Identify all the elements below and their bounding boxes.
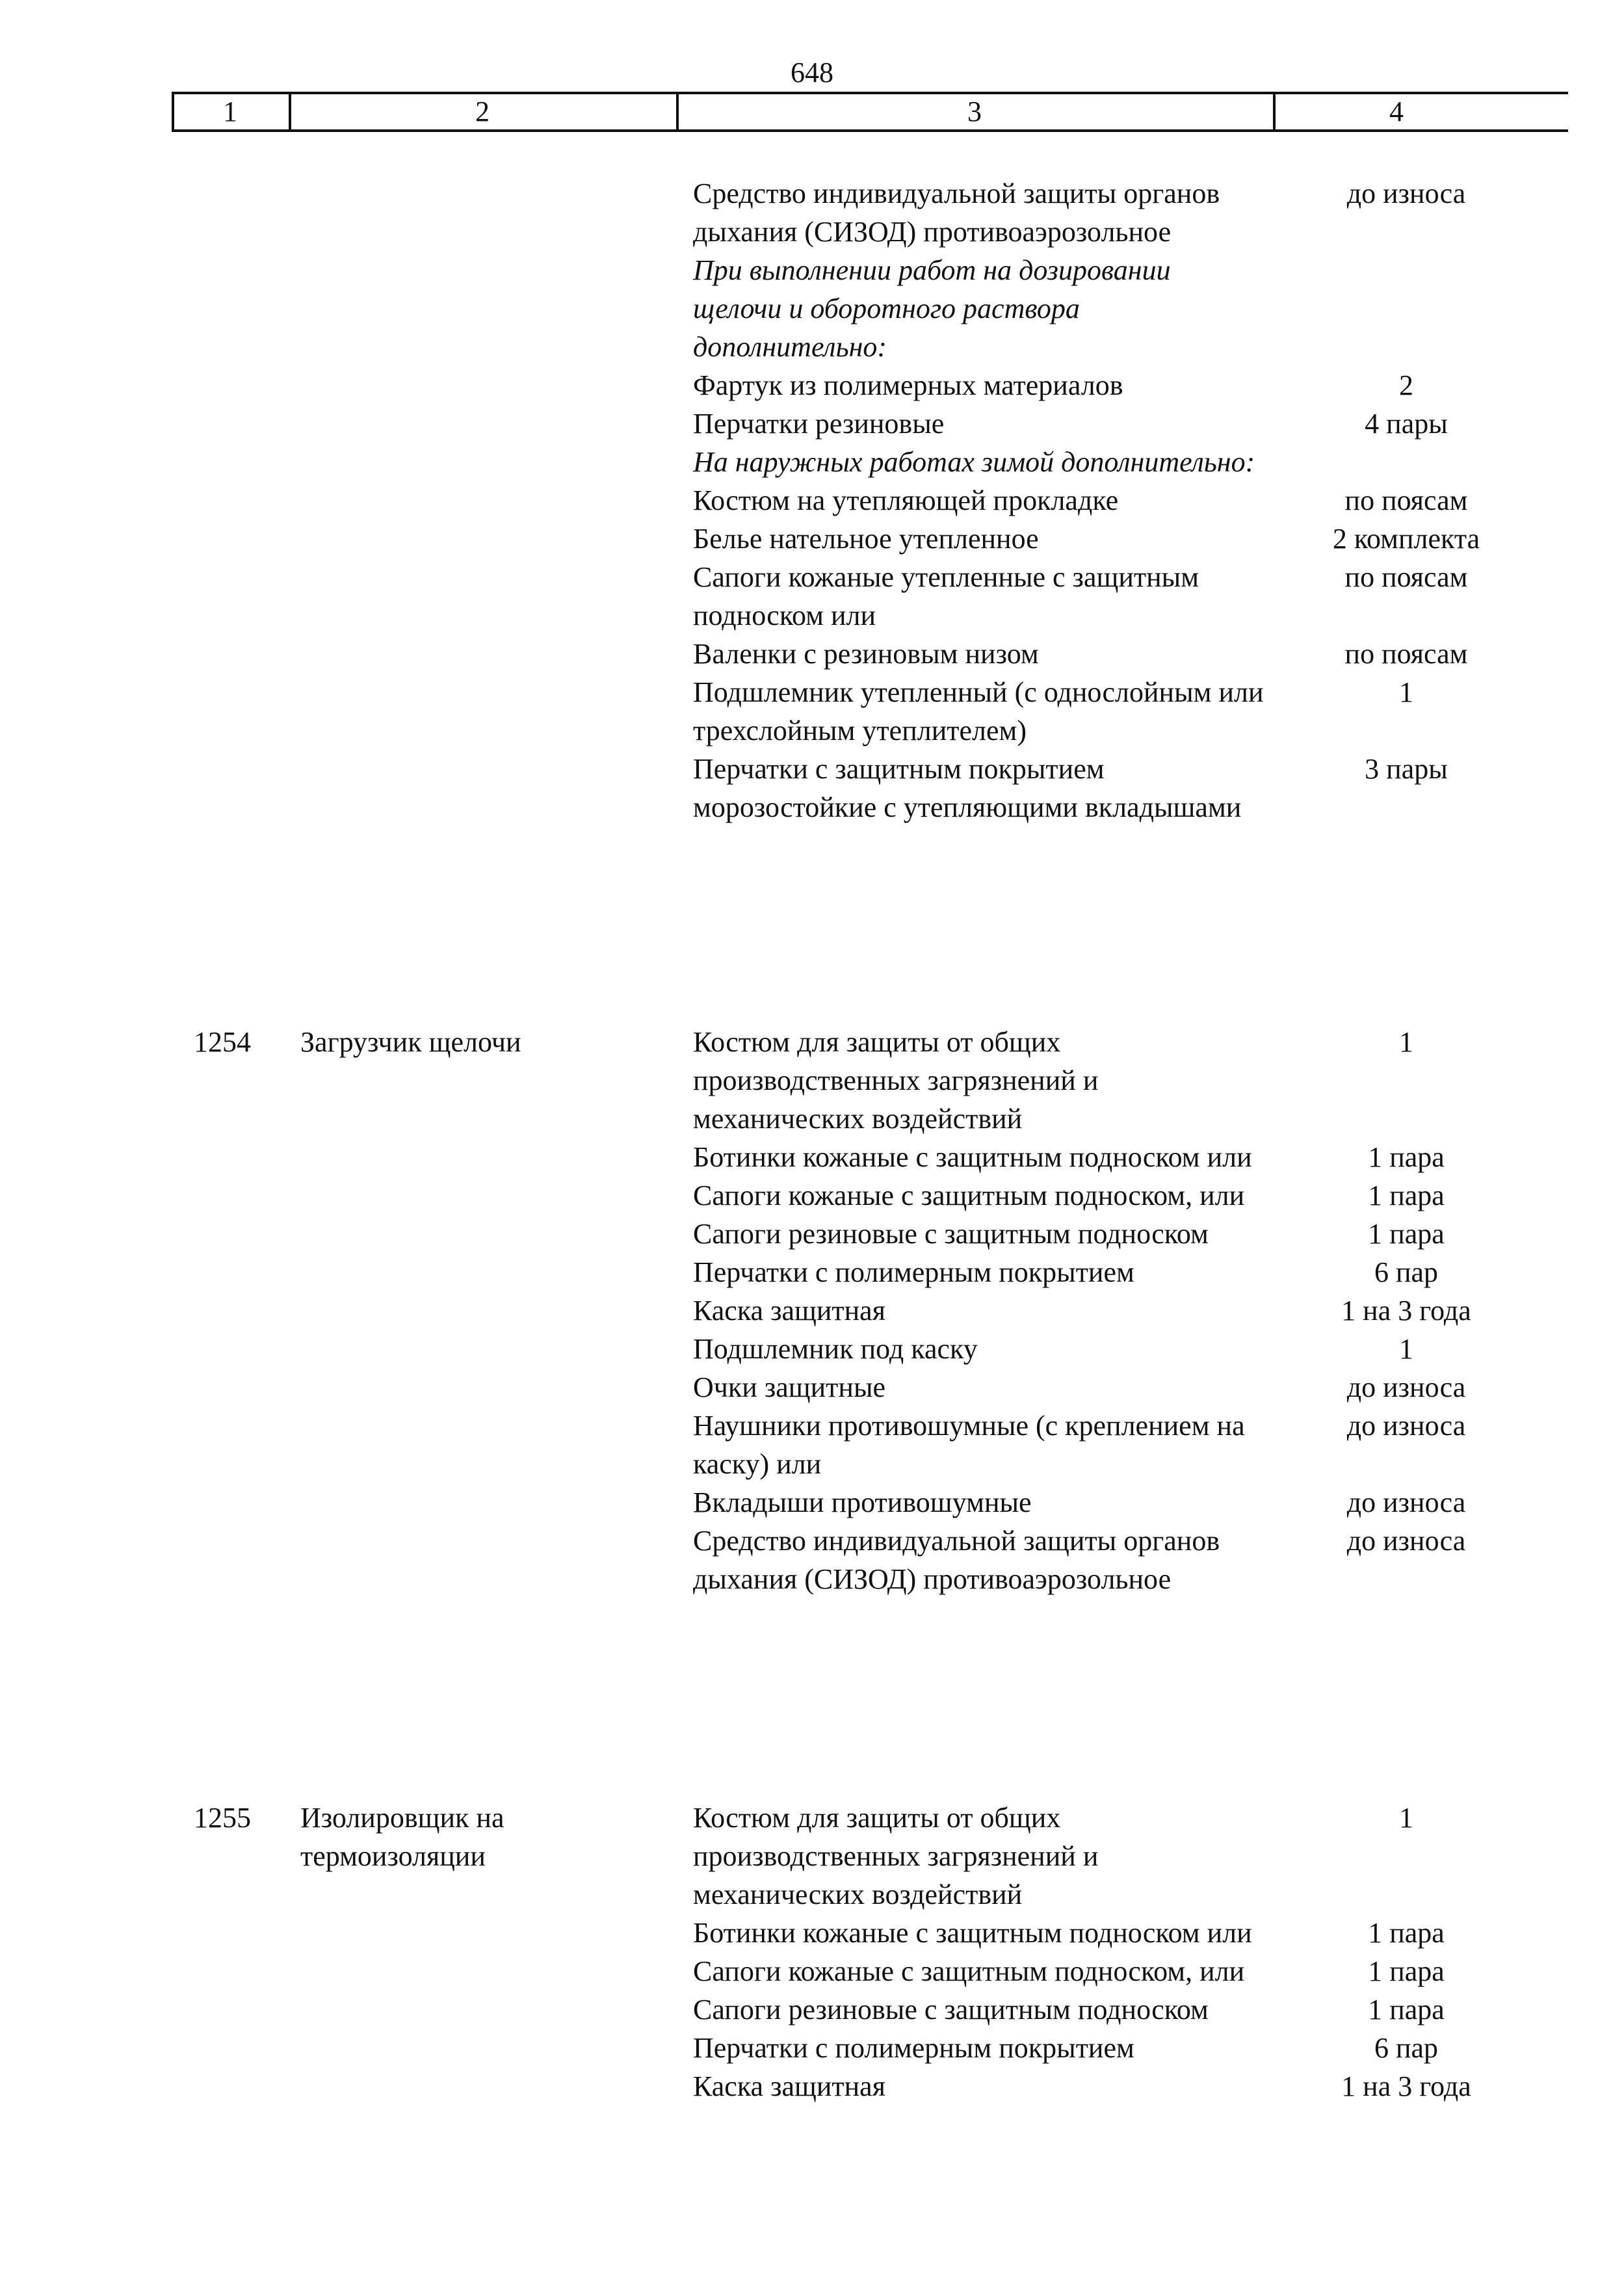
ppe-item-name: Сапоги резиновые с защитным подноском	[693, 1218, 1209, 1250]
ppe-item	[693, 174, 1466, 251]
ppe-item	[693, 1799, 1413, 1914]
ppe-list	[693, 1799, 1471, 2105]
header-col-3: 3	[967, 96, 982, 127]
ppe-item	[693, 1330, 1413, 1368]
profession-number: 1254	[194, 1026, 251, 1058]
ppe-item	[693, 1952, 1445, 1990]
ppe-item-name: Наушники противошумные (с креплением на каску) или	[693, 1410, 1245, 1480]
ppe-item-name: Сапоги кожаные с защитным подноском, или	[693, 1180, 1245, 1211]
ppe-item-norm: 1 пара	[1368, 1917, 1445, 1949]
profession-name: Изолировщик на термоизоляции	[300, 1802, 504, 1872]
condition-note: При выполнении работ на дозировании щелочи и оборотного раствора дополнительно:	[693, 254, 1171, 363]
column-header-row	[172, 92, 1568, 132]
ppe-item	[693, 2067, 1471, 2105]
ppe-item-name: Ботинки кожаные с защитным подноском или	[693, 1917, 1252, 1949]
ppe-item-name: Подшлемник под каску	[693, 1333, 978, 1365]
header-col-1: 1	[223, 96, 237, 127]
ppe-item-name: Сапоги резиновые с защитным подноском	[693, 1994, 1209, 2025]
ppe-item	[693, 635, 1468, 673]
ppe-item-norm: до износа	[1346, 178, 1466, 209]
ppe-item-name: Перчатки с полимерным покрытием	[693, 2032, 1134, 2064]
ppe-item	[693, 1253, 1439, 1291]
ppe-item-name: Вкладыши противошумные	[693, 1486, 1032, 1518]
ppe-item-norm: 1 пара	[1368, 1955, 1445, 1987]
ppe-item	[693, 1990, 1445, 2029]
ppe-item-norm: 6 пар	[1374, 2032, 1439, 2064]
ppe-item-name: Средство индивидуальной защиты органов дыхания (СИЗОД) противоаэрозольное	[693, 1525, 1220, 1595]
ppe-item-norm: по поясам	[1344, 484, 1468, 516]
ppe-item-norm: 4 пары	[1365, 408, 1448, 440]
ppe-item	[693, 673, 1413, 750]
ppe-item	[693, 1483, 1466, 1522]
ppe-item-name: Перчатки с полимерным покрытием	[693, 1256, 1134, 1288]
ppe-item-norm: до износа	[1346, 1410, 1466, 1442]
ppe-item	[693, 404, 1448, 443]
ppe-item-name: Подшлемник утепленный (с однослойным или трехслойным утеплителем)	[693, 676, 1264, 746]
ppe-item-name: Очки защитные	[693, 1371, 886, 1403]
profession-number: 1255	[194, 1802, 251, 1834]
header-col-2: 2	[475, 96, 490, 127]
ppe-item-norm: 1 пара	[1368, 1994, 1445, 2025]
ppe-item-norm: 2 комплекта	[1332, 523, 1480, 555]
ppe-item-name: Сапоги кожаные утепленные с защитным подноском или	[693, 561, 1199, 631]
ppe-item	[693, 1138, 1445, 1176]
ppe-item	[693, 750, 1448, 826]
ppe-item-norm: 1	[1399, 676, 1413, 708]
ppe-item-norm: 2	[1399, 369, 1413, 401]
ppe-item-name: Сапоги кожаные с защитным подноском, или	[693, 1955, 1245, 1987]
ppe-item	[693, 1023, 1413, 1138]
ppe-item-norm: 1 на 3 года	[1341, 1295, 1471, 1326]
ppe-item-name: Фартук из полимерных материалов	[693, 369, 1123, 401]
ppe-item-norm: 1 на 3 года	[1341, 2070, 1471, 2102]
ppe-item-name: Костюм для защиты от общих производственных загрязнений и механических воздействий	[693, 1026, 1099, 1135]
ppe-item-norm: 1 пара	[1368, 1180, 1445, 1211]
ppe-item-name: Костюм для защиты от общих производственных загрязнений и механических воздействий	[693, 1802, 1099, 1910]
profession-name: Загрузчик щелочи	[300, 1026, 521, 1058]
ppe-item-name: Перчатки резиновые	[693, 408, 945, 440]
ppe-item-name: Каска защитная	[693, 2070, 885, 2102]
ppe-item	[693, 1914, 1445, 1952]
header-col-4: 4	[1389, 96, 1404, 127]
ppe-item-norm: 1	[1399, 1802, 1413, 1834]
ppe-item	[693, 1215, 1445, 1253]
ppe-item-norm: по поясам	[1344, 561, 1468, 593]
ppe-item-norm: 3 пары	[1365, 753, 1448, 785]
condition-note: На наружных работах зимой дополнительно:	[693, 446, 1255, 478]
ppe-item-name: Белье нательное утепленное	[693, 523, 1039, 555]
ppe-item-norm: 1	[1399, 1333, 1413, 1365]
ppe-item-name: Ботинки кожаные с защитным подноском или	[693, 1141, 1252, 1173]
ppe-item-norm: до износа	[1346, 1371, 1466, 1403]
ppe-item	[693, 481, 1468, 520]
ppe-item	[693, 366, 1413, 404]
ppe-item	[693, 1368, 1466, 1406]
ppe-list	[693, 174, 1480, 826]
ppe-item-name: Валенки с резиновым низом	[693, 638, 1039, 670]
ppe-item	[693, 1291, 1471, 1330]
ppe-item-name: Каска защитная	[693, 1295, 885, 1326]
ppe-list	[693, 1023, 1471, 1598]
ppe-item-name: Костюм на утепляющей прокладке	[693, 484, 1119, 516]
ppe-item	[693, 1406, 1466, 1483]
page-number: 648	[791, 57, 833, 88]
ppe-item-norm: до износа	[1346, 1525, 1466, 1557]
ppe-item-name: Перчатки с защитным покрытием морозостойкие с утепляющими вкладышами	[693, 753, 1242, 823]
ppe-item-norm: по поясам	[1344, 638, 1468, 670]
ppe-item	[693, 1522, 1466, 1598]
ppe-item-norm: 1	[1399, 1026, 1413, 1058]
ppe-item	[693, 520, 1480, 558]
ppe-item	[693, 558, 1468, 635]
ppe-item-norm: 1 пара	[1368, 1141, 1445, 1173]
ppe-item-norm: до износа	[1346, 1486, 1466, 1518]
ppe-item	[693, 2029, 1439, 2067]
ppe-item-norm: 1 пара	[1368, 1218, 1445, 1250]
ppe-item	[693, 1176, 1445, 1215]
ppe-item-norm: 6 пар	[1374, 1256, 1439, 1288]
ppe-item-name: Средство индивидуальной защиты органов дыхания (СИЗОД) противоаэрозольное	[693, 178, 1220, 248]
